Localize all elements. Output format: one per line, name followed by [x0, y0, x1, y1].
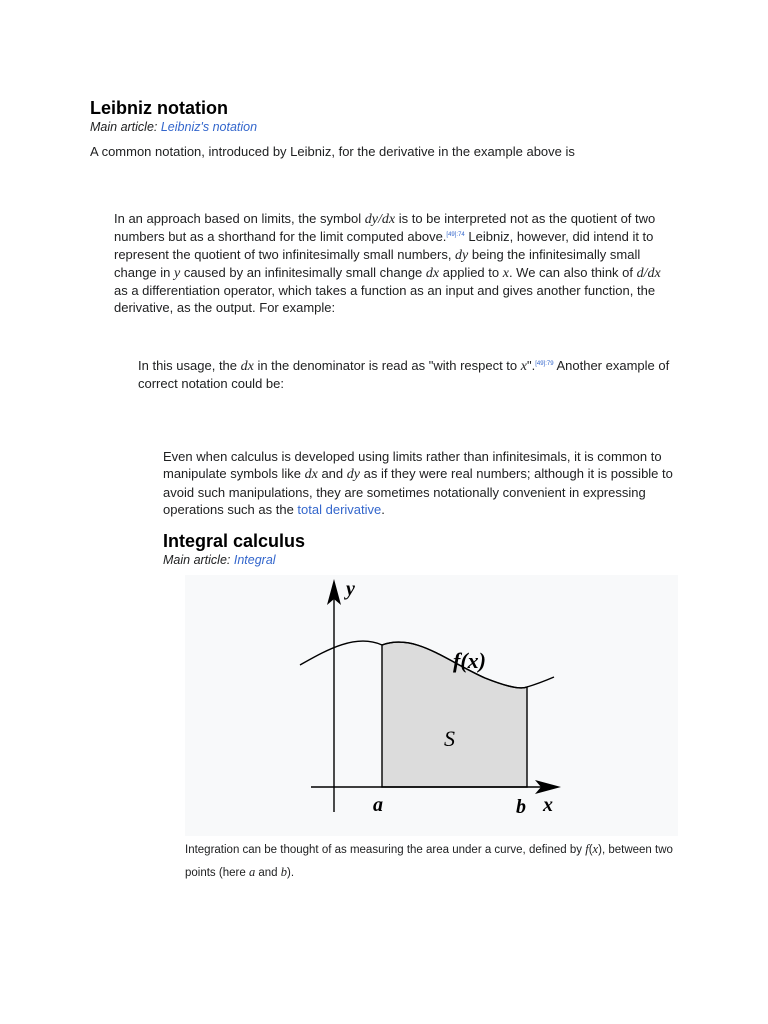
area-label: S	[444, 726, 455, 751]
text-run: and	[255, 867, 281, 879]
text-run: as if they were real numbers; although it is possible to avoid such manipulations, they are sometimes notationally convenient in expressing operations such as the	[163, 466, 673, 517]
citation-ref[interactable]: [49]:74	[446, 232, 465, 239]
math-x: x	[520, 359, 527, 374]
paragraph-intro: A common notation, introduced by Leibniz, for the derivative in the example above is	[90, 144, 575, 159]
text-run: In an approach based on limits, the symbol	[114, 211, 365, 226]
text-run: ".	[526, 358, 536, 373]
text-run: (	[588, 844, 593, 856]
math-dy: dy	[346, 467, 360, 483]
text-run: caused by an infinitesimally small change	[180, 264, 426, 280]
link-leibniz-notation[interactable]: Leibniz's notation	[160, 120, 258, 134]
section-heading-integral: Integral calculus	[163, 531, 306, 551]
text-run: ).	[287, 867, 295, 879]
paragraph-limits-approach	[114, 210, 670, 317]
link-integral[interactable]: Integral	[233, 553, 276, 567]
function-label: f(x)	[453, 648, 486, 673]
text-run: is to be interpreted not as the quotient of two numbers but as a shorthand for the limit computed above.	[114, 211, 656, 245]
text-run: Leibniz, however, did intend it to represent the quotient of two infinitesimally small numbers,	[114, 229, 654, 262]
text-run: Even when calculus is developed using limits rather than infinitesimals, it is common to manipulate symbols like	[163, 449, 662, 482]
paragraph-manipulate-symbols	[163, 448, 673, 518]
text-run: being the infinitesimally small change in	[114, 246, 641, 280]
figure-caption	[185, 838, 680, 884]
hatnote-integral	[163, 552, 276, 568]
math-y: y	[174, 265, 181, 281]
text-run: applied to	[439, 264, 503, 280]
text-run: in the denominator is read as "with respect to	[253, 358, 521, 373]
text-run: ), between two points (here	[185, 844, 673, 879]
text-run: In this usage, the	[138, 358, 241, 373]
text-run: Another example of correct notation could be:	[138, 358, 670, 392]
text-run: .	[381, 501, 385, 517]
b-label: b	[516, 796, 526, 818]
math-f: f	[585, 842, 589, 856]
integral-diagram	[185, 575, 678, 836]
paragraph-usage	[138, 357, 672, 393]
link-total-derivative[interactable]: total derivative	[297, 501, 382, 517]
y-axis-label: y	[346, 578, 355, 600]
math-dx: dx	[240, 359, 254, 374]
math-d-dx: d/dx	[636, 265, 661, 281]
citation-ref[interactable]: [49]:79	[535, 361, 554, 367]
integral-figure	[185, 575, 678, 836]
hatnote-prefix: Main article:	[90, 120, 161, 134]
math-b: b	[280, 865, 288, 879]
text-run: as a differentiation operator, which takes a function as an input and gives another function, the derivative, as the output. For example:	[114, 283, 656, 316]
math-x: x	[592, 842, 599, 856]
math-a: a	[248, 865, 256, 879]
hatnote-prefix: Main article:	[163, 553, 234, 567]
math-dx: dx	[425, 265, 440, 281]
math-dy: dy	[455, 247, 469, 263]
section-heading-leibniz: Leibniz notation	[90, 98, 228, 118]
x-axis-label: x	[543, 794, 553, 816]
hatnote-leibniz	[90, 119, 257, 135]
math-dy-dx: dy/dx	[364, 212, 396, 227]
text-run: Integration can be thought of as measuring the area under a curve, defined by	[185, 844, 586, 856]
a-label: a	[373, 794, 383, 816]
text-run: and	[317, 466, 347, 482]
text-run: . We can also think of	[508, 264, 637, 280]
math-dx: dx	[304, 467, 318, 483]
math-x: x	[502, 265, 509, 281]
